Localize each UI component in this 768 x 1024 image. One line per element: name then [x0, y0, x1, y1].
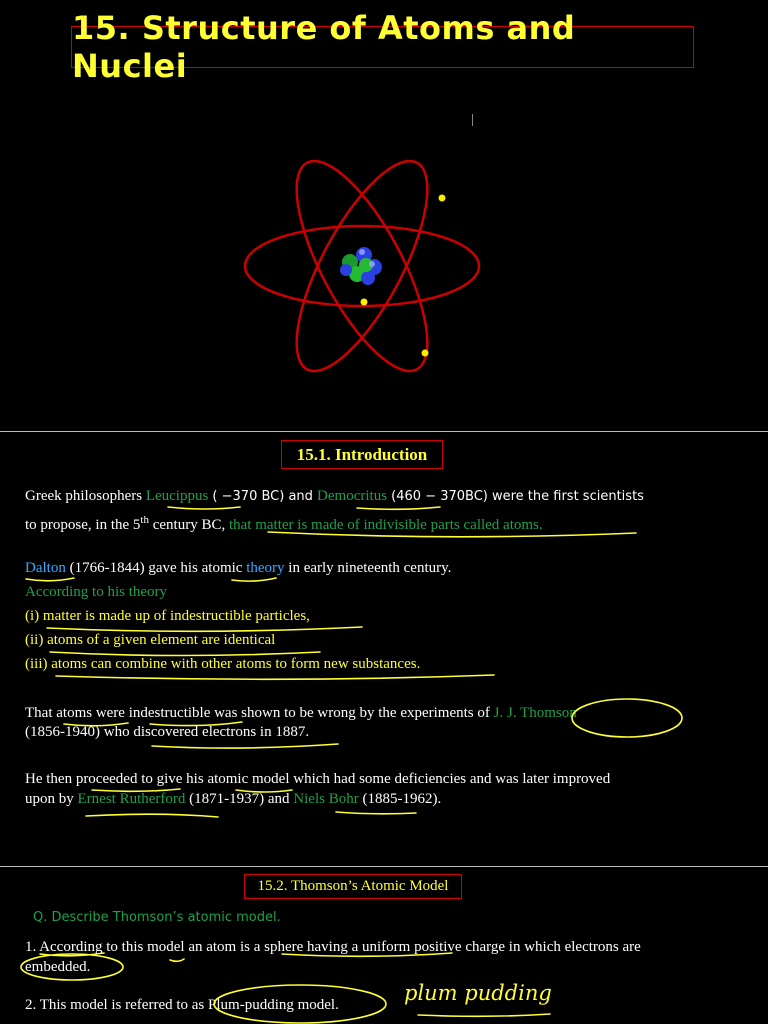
- orbit-diagonal-a: [272, 144, 452, 388]
- slide-divider: [0, 431, 768, 432]
- rutherford-name: Ernest Rutherford: [77, 791, 186, 807]
- point-1-line-1: 1. According to this model an atom is a sphere having a uniform positive charge in which electrons are: [25, 939, 641, 955]
- atoms-statement: that matter is made of indivisible parts called atoms.: [228, 517, 543, 533]
- section-title-thomson: 15.2. Thomson’s Atomic Model: [244, 874, 462, 899]
- nucleus: [340, 247, 382, 285]
- point-2: 2. This model is referred to as Plum-pudding model.: [25, 997, 339, 1013]
- democritus-name: Democritus: [317, 488, 388, 504]
- thomson-paragraph-line-2: (1856-1940) who discovered electrons in 1887.: [25, 724, 310, 740]
- introduction-slide: [0, 433, 768, 865]
- theory-point-2: (ii) atoms of a given element are identical: [25, 632, 276, 648]
- orbit-diagonal-b: [272, 144, 452, 388]
- title-slide: [0, 0, 768, 430]
- theory-point-1: (i) matter is made up of indestructible particles,: [25, 608, 310, 624]
- electron-1: [439, 195, 446, 202]
- leucippus-name: Leucippus: [145, 488, 209, 504]
- slide-divider: [0, 866, 768, 867]
- handwritten-note: plum pudding: [404, 981, 552, 1005]
- point-1-line-2: embedded.: [25, 959, 91, 975]
- electron-2: [361, 299, 368, 306]
- thomson-name: J. J. Thomson: [493, 705, 577, 721]
- theory-point-3: (iii) atoms can combine with other atoms to form new substances.: [25, 656, 421, 672]
- according-heading: According to his theory: [25, 584, 168, 600]
- thomson-model-slide: [0, 868, 768, 1024]
- dalton-paragraph: Dalton (1766-1844) gave his atomic theory in early nineteenth century.: [25, 560, 452, 576]
- theory-link[interactable]: theory: [246, 560, 285, 576]
- intro-paragraph-line-2: to propose, in the 5th century BC, that matter is made of indivisible parts called atoms.: [25, 514, 543, 533]
- bohr-name: Niels Bohr: [293, 791, 359, 807]
- question-text: Q. Describe Thomson’s atomic model.: [33, 910, 281, 925]
- intro-paragraph-line-1: Greek philosophers Leucippus ( −370 BC) and Democritus (460 − 370BC) were the first scientists: [25, 488, 644, 504]
- thomson-paragraph-line-1: That atoms were indestructible was shown to be wrong by the experiments of J. J. Thomson: [25, 705, 577, 721]
- text-cursor: [472, 114, 473, 126]
- electron-3: [422, 350, 429, 357]
- model-paragraph-line-1: He then proceeded to give his atomic model which had some deficiencies and was later improved: [25, 771, 611, 787]
- section-title-introduction: 15.1. Introduction: [281, 440, 443, 469]
- title-frame: [71, 9, 694, 85]
- orbit-horizontal: [245, 226, 479, 306]
- dalton-link[interactable]: Dalton: [25, 560, 66, 576]
- page-title: 15. Structure of Atoms and Nuclei: [72, 9, 576, 85]
- model-paragraph-line-2: upon by Ernest Rutherford (1871-1937) and Niels Bohr (1885-1962).: [25, 791, 442, 807]
- plum-pudding-term: Plum-pudding model.: [208, 997, 339, 1013]
